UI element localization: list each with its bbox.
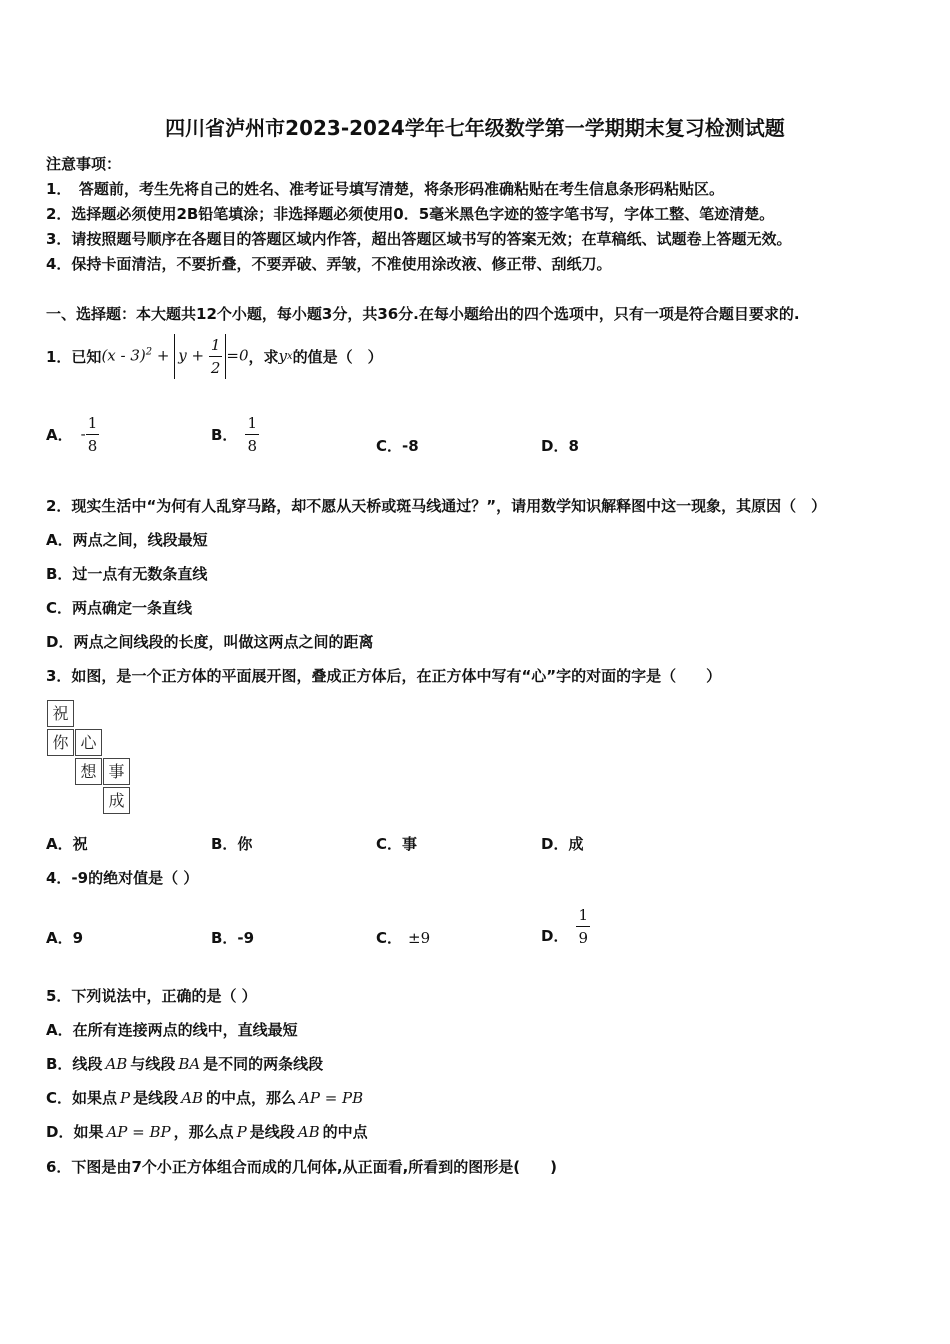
q5-d-mid: ，那么点 bbox=[173, 1123, 234, 1141]
q1-option-c: C．-8 bbox=[376, 437, 419, 455]
q1-mid: ，求 bbox=[248, 347, 279, 366]
q1-eq-zero: =0 bbox=[226, 346, 249, 364]
q5-d-mid2: 是线段 bbox=[249, 1123, 295, 1141]
q5-b-ab: AB bbox=[105, 1055, 128, 1073]
q1-pow-exp: x bbox=[287, 350, 293, 362]
notice-item: 3．请按照题号顺序在各题目的答题区域内作答，超出答题区域书写的答案无效；在草稿纸、试题卷上答题无效。 bbox=[46, 230, 792, 248]
q1-suffix: 的值是（ ） bbox=[292, 347, 383, 366]
option-label: A． bbox=[46, 425, 73, 444]
q4-option-b: B．-9 bbox=[211, 929, 255, 947]
question-2-stem: 2．现实生活中“为何有人乱穿马路，却不愿从天桥或斑马线通过？”，请用数学知识解释图中这一现象，其原因（ ） bbox=[46, 497, 827, 515]
q5-option-b bbox=[46, 1053, 323, 1074]
option-label: C． bbox=[376, 929, 403, 947]
q3-option-b: B．你 bbox=[211, 835, 253, 853]
question-3-stem: 3．如图，是一个正方体的平面展开图，叠成正方体后，在正方体中写有“心”字的对面的字是（ ） bbox=[46, 667, 722, 685]
net-cell: 成 bbox=[103, 787, 130, 814]
q5-d-pre: D．如果 bbox=[46, 1123, 104, 1141]
q2-option-d: D．两点之间线段的长度，叫做这两点之间的距离 bbox=[46, 633, 374, 651]
q1-option-a bbox=[46, 410, 99, 458]
option-label: D． bbox=[541, 926, 569, 945]
q4-d-fraction bbox=[576, 904, 590, 949]
notice-heading: 注意事项： bbox=[46, 155, 122, 173]
q1-expr-a: (x - 3) bbox=[101, 346, 146, 364]
q1-option-b bbox=[211, 410, 259, 458]
q2-option-a: A．两点之间，线段最短 bbox=[46, 531, 208, 549]
question-6-stem: 6．下图是由7个小正方体组合而成的几何体,从正面看,所看到的图形是( ) bbox=[46, 1158, 557, 1176]
q4-d-num: 1 bbox=[576, 904, 590, 927]
q5-option-c bbox=[46, 1087, 363, 1108]
q3-option-c: C．事 bbox=[376, 835, 418, 853]
q4-d-den: 9 bbox=[578, 928, 588, 947]
q3-option-d: D．成 bbox=[541, 835, 584, 853]
q4-option-d bbox=[541, 900, 590, 952]
q5-c-p: P bbox=[120, 1089, 131, 1107]
notice-item: 1． 答题前，考生先将自己的姓名、准考证号填写清楚，将条形码准确粘贴在考生信息条形码粘贴区。 bbox=[46, 180, 724, 198]
q5-option-a: A．在所有连接两点的线中，直线最短 bbox=[46, 1021, 298, 1039]
q1-half bbox=[209, 334, 223, 379]
page-title: 四川省泸州市2023-2024学年七年级数学第一学期期末复习检测试题 bbox=[165, 116, 785, 140]
q1-plus2: + bbox=[186, 346, 209, 364]
q1-plus: + bbox=[152, 346, 175, 364]
q4-option-a: A．9 bbox=[46, 929, 84, 947]
q2-option-c: C．两点确定一条直线 bbox=[46, 599, 193, 617]
q5-d-ab: AB bbox=[297, 1123, 320, 1141]
q1-y: y bbox=[178, 346, 187, 364]
notice-item: 2．选择题必须使用2B铅笔填涂；非选择题必须使用0．5毫米黑色字迹的签字笔书写，字体工整、笔迹清楚。 bbox=[46, 205, 775, 223]
q1-pow-base: y bbox=[278, 347, 287, 365]
q5-b-post: 是不同的两条线段 bbox=[203, 1055, 324, 1073]
q1-prefix: 1．已知 bbox=[46, 347, 102, 366]
cube-net-figure bbox=[44, 700, 134, 818]
q1-a-sign: - bbox=[80, 425, 86, 443]
q5-b-pre: B．线段 bbox=[46, 1055, 103, 1073]
q1-abs-value bbox=[174, 334, 226, 379]
q1-expr bbox=[101, 334, 248, 379]
q5-b-ba: BA bbox=[178, 1055, 201, 1073]
question-5-stem: 5．下列说法中，正确的是（ ） bbox=[46, 987, 257, 1005]
section-heading: 一、选择题：本大题共12个小题，每小题3分，共36分.在每小题给出的四个选项中，只有一项是符合题目要求的. bbox=[46, 305, 800, 323]
q4-option-c bbox=[376, 927, 430, 948]
q1-b-num: 1 bbox=[245, 412, 259, 435]
question-1-stem bbox=[46, 332, 383, 380]
question-4-stem: 4．-9的绝对值是（ ） bbox=[46, 869, 199, 887]
q1-a-num: 1 bbox=[86, 412, 100, 435]
q5-d-eq: AP = BP bbox=[106, 1123, 171, 1141]
q5-b-mid: 与线段 bbox=[130, 1055, 176, 1073]
q1-a-den: 8 bbox=[87, 436, 98, 455]
q1-b-fraction bbox=[245, 412, 259, 457]
q1-half-den: 2 bbox=[210, 358, 221, 377]
net-cell: 心 bbox=[75, 729, 102, 756]
net-cell: 事 bbox=[103, 758, 130, 785]
q1-exp-a: 2 bbox=[145, 346, 153, 357]
q3-option-a: A．祝 bbox=[46, 835, 88, 853]
q5-c-ab: AB bbox=[181, 1089, 203, 1107]
q5-d-post: 的中点 bbox=[322, 1123, 368, 1141]
q1-option-d: D．8 bbox=[541, 437, 579, 455]
q5-c-eq: AP = PB bbox=[299, 1089, 364, 1107]
q2-option-b: B．过一点有无数条直线 bbox=[46, 565, 208, 583]
option-label: B． bbox=[211, 425, 238, 444]
net-cell: 祝 bbox=[47, 700, 74, 727]
q5-option-d bbox=[46, 1121, 368, 1142]
q1-a-fraction bbox=[86, 412, 100, 457]
q1-half-num: 1 bbox=[209, 334, 223, 357]
net-cell: 想 bbox=[75, 758, 102, 785]
q5-c-pre: C．如果点 bbox=[46, 1089, 118, 1107]
net-cell: 你 bbox=[47, 729, 74, 756]
q5-c-mid2: 的中点，那么 bbox=[205, 1089, 296, 1107]
q5-c-mid: 是线段 bbox=[133, 1089, 179, 1107]
notice-item: 4．保持卡面清洁，不要折叠，不要弄破、弄皱，不准使用涂改液、修正带、刮纸刀。 bbox=[46, 255, 612, 273]
q5-d-p: P bbox=[236, 1123, 247, 1141]
q4-c-value: ±9 bbox=[408, 929, 431, 947]
q1-b-den: 8 bbox=[247, 436, 257, 455]
